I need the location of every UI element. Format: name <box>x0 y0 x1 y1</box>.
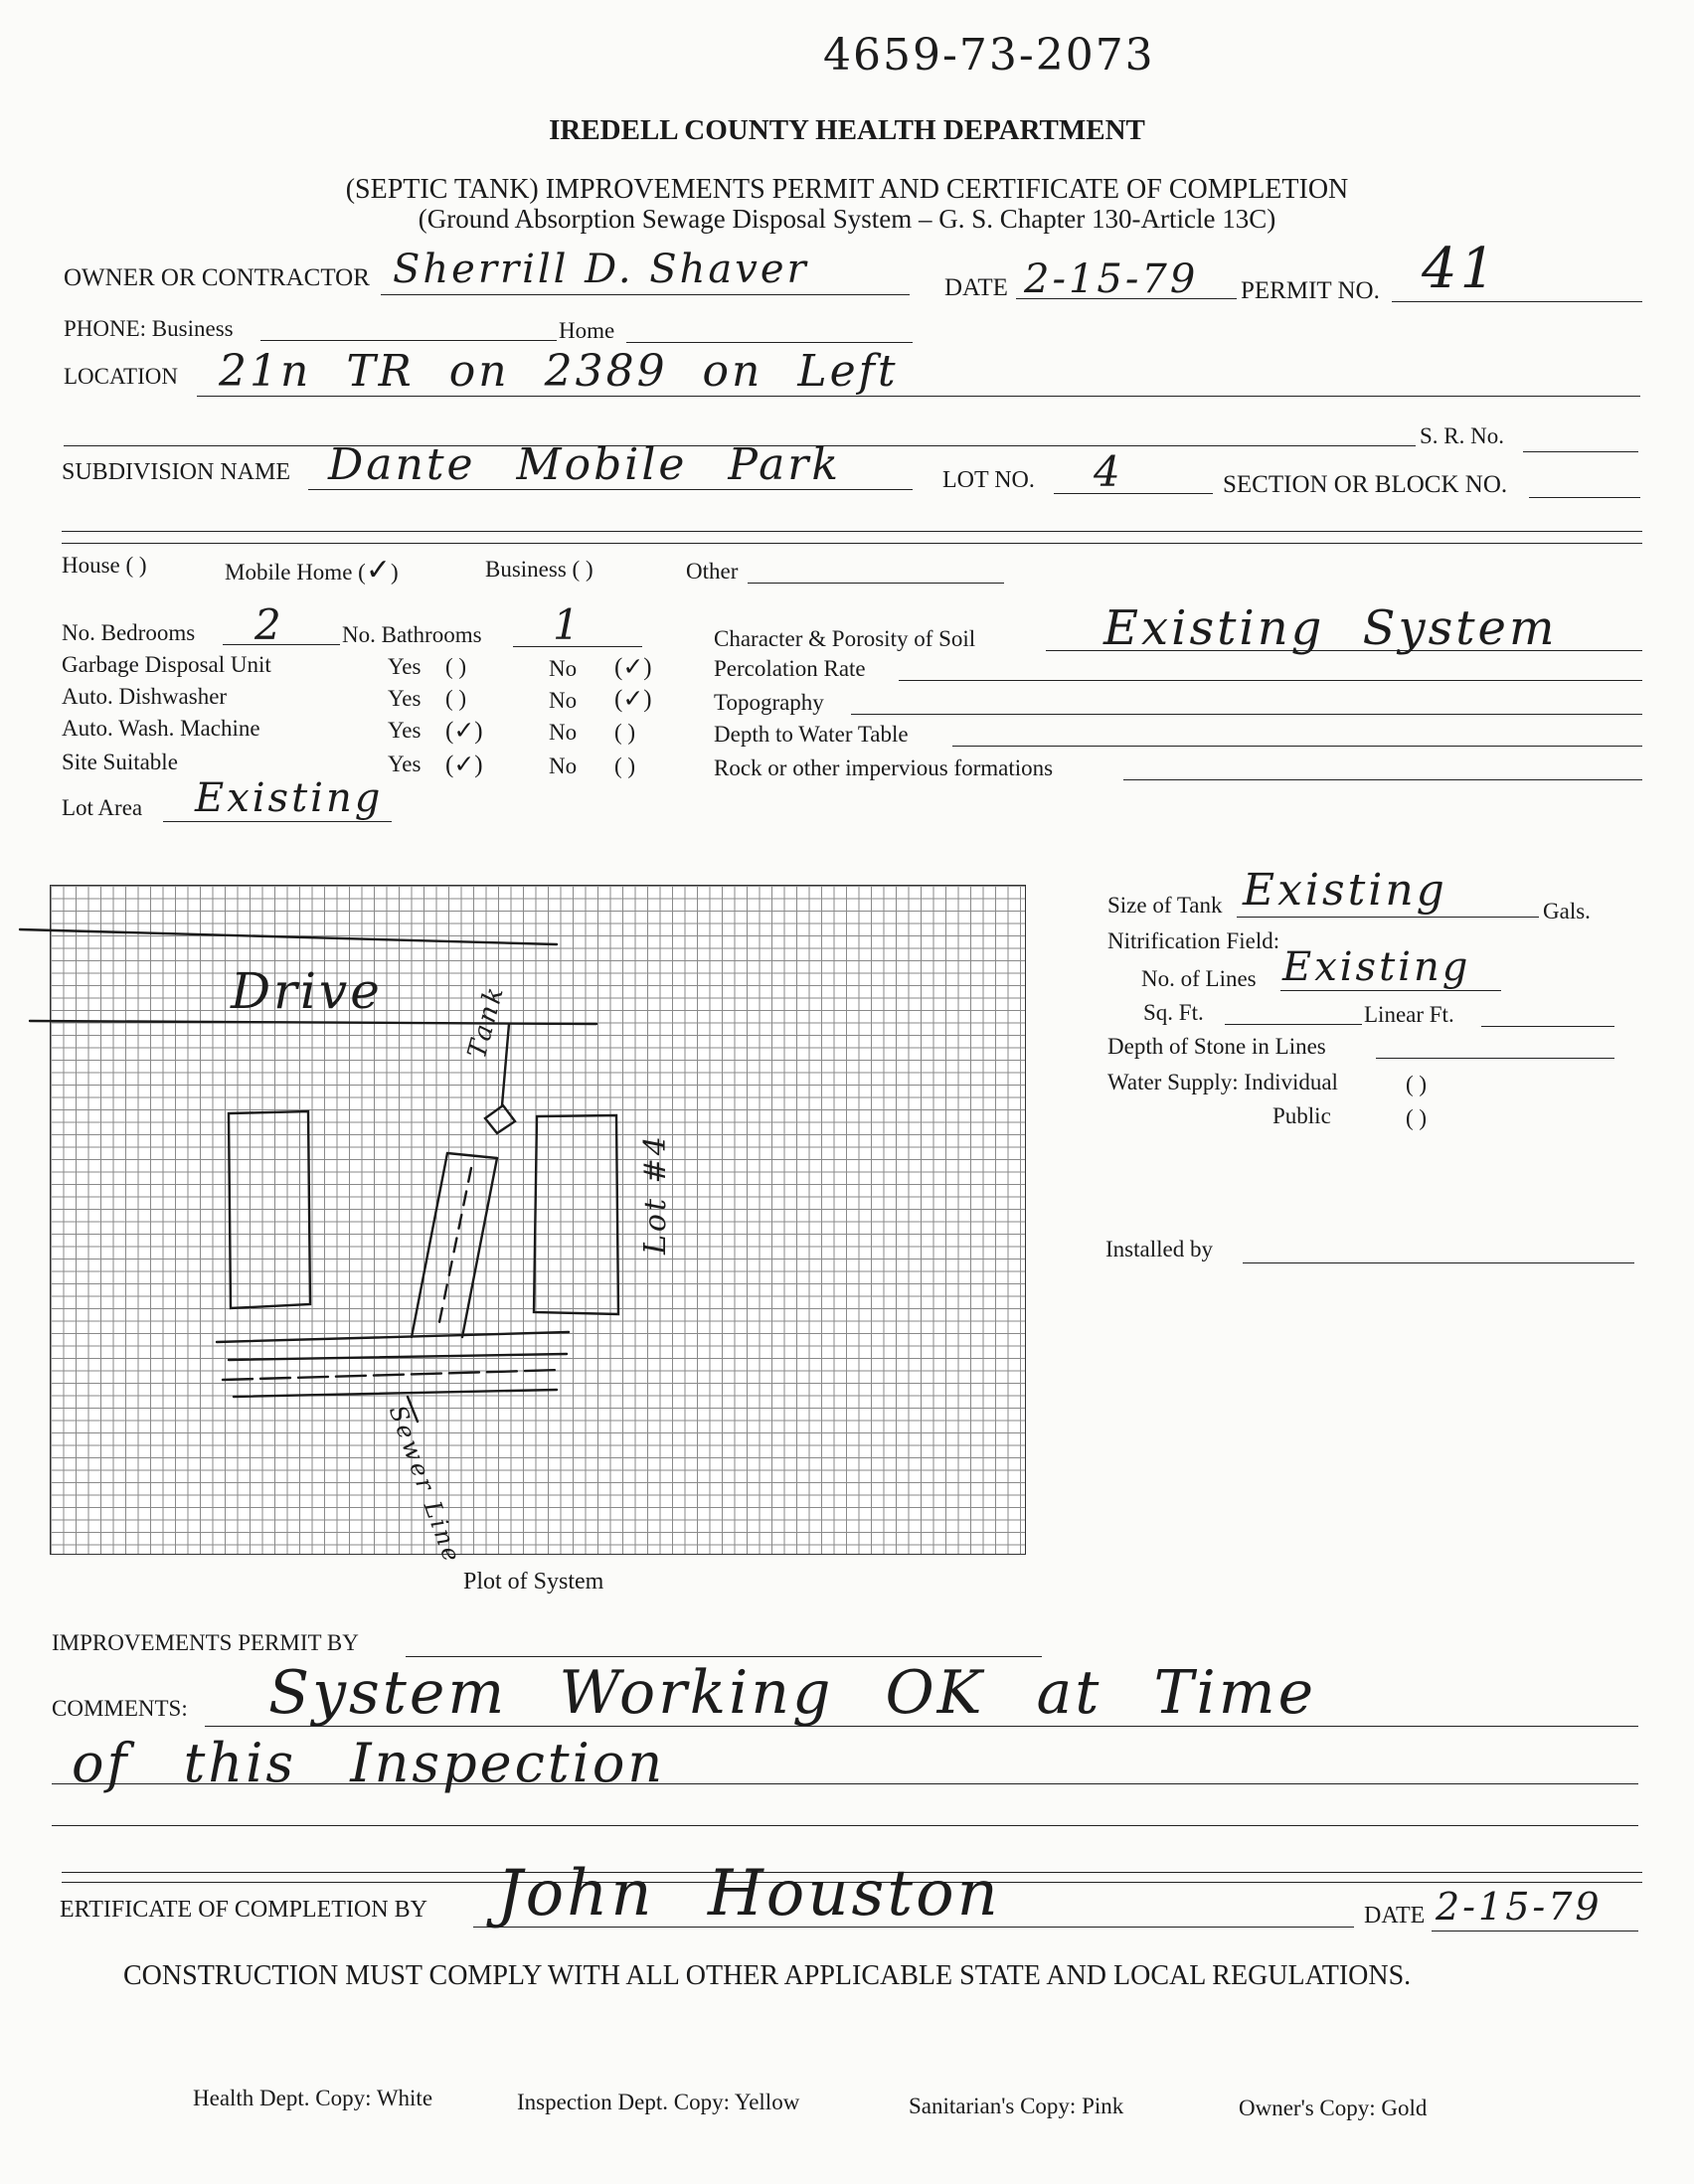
dishwasher-label: Auto. Dishwasher <box>62 684 228 709</box>
washer-yes-box[interactable]: (✓) <box>445 718 483 745</box>
certificate-label: ERTIFICATE OF COMPLETION BY <box>60 1897 427 1923</box>
subdivision-value: Dante Mobile Park <box>328 439 841 490</box>
no-of-lines-value: Existing <box>1282 944 1471 990</box>
washer-no-box[interactable]: ( ) <box>614 720 636 745</box>
copy-health-dept: Health Dept. Copy: White <box>193 2086 433 2110</box>
field-line-3 <box>223 1370 562 1380</box>
field-line-4 <box>234 1390 557 1397</box>
improvements-permit-by-label: IMPROVEMENTS PERMIT BY <box>52 1630 359 1655</box>
subdivision-label: SUBDIVISION NAME <box>62 459 291 485</box>
bedrooms-value: 2 <box>254 600 284 649</box>
soil-character-value: Existing System <box>1103 600 1558 656</box>
pipe-center <box>439 1168 471 1322</box>
house-option[interactable]: House ( ) <box>62 553 147 578</box>
regulations-notice: CONSTRUCTION MUST COMPLY WITH ALL OTHER APPLICABLE STATE AND LOCAL REGULATIONS. <box>123 1960 1412 1991</box>
lot-no-label: LOT NO. <box>942 467 1035 493</box>
dishwasher-yes-label: Yes <box>388 686 422 711</box>
parcel-number: 4659-73-2073 <box>823 30 1155 81</box>
soil-character-label: Character & Porosity of Soil <box>714 626 976 651</box>
tank-size-value: Existing <box>1243 865 1447 916</box>
other-option[interactable]: Other <box>686 559 739 584</box>
permit-label: PERMIT NO. <box>1241 277 1380 304</box>
washer-label: Auto. Wash. Machine <box>62 716 260 741</box>
water-supply-individual-box[interactable]: ( ) <box>1406 1072 1428 1096</box>
bathrooms-value: 1 <box>553 600 583 649</box>
stone-depth-label: Depth of Stone in Lines <box>1107 1034 1326 1059</box>
gals-label: Gals. <box>1543 899 1591 924</box>
sq-ft-label: Sq. Ft. <box>1143 1000 1204 1025</box>
tank-size-label: Size of Tank <box>1107 893 1223 918</box>
nitrification-label: Nitrification Field: <box>1107 928 1280 953</box>
copy-sanitarian: Sanitarian's Copy: Pink <box>909 2094 1124 2118</box>
dishwasher-no-box[interactable]: (✓) <box>614 686 652 713</box>
dishwasher-no-label: No <box>549 688 578 713</box>
rock-label: Rock or other impervious formations <box>714 756 1054 780</box>
certificate-date-label: DATE <box>1364 1903 1426 1929</box>
tank-pipe <box>502 1024 509 1105</box>
bedrooms-label: No. Bedrooms <box>62 620 196 645</box>
date-value: 2-15-79 <box>1024 256 1199 302</box>
owner-value: Sherrill D. Shaver <box>393 247 809 292</box>
washer-yes-label: Yes <box>388 718 422 743</box>
lot-area-label: Lot Area <box>62 795 143 820</box>
water-supply-individual-label: Water Supply: Individual <box>1107 1070 1338 1094</box>
water-supply-public-label: Public <box>1272 1103 1331 1128</box>
percolation-label: Percolation Rate <box>714 656 866 681</box>
site-no-box[interactable]: ( ) <box>614 754 636 778</box>
phone-business-label: PHONE: Business <box>64 316 234 341</box>
comments-label: COMMENTS: <box>52 1696 188 1721</box>
washer-no-label: No <box>549 720 578 745</box>
lot-area-value: Existing <box>195 775 384 821</box>
comments-line-2: of this Inspection <box>72 1732 666 1794</box>
site-yes-label: Yes <box>388 752 422 776</box>
mobile-home-label: Mobile Home ( <box>225 560 366 585</box>
date-label: DATE <box>944 274 1008 301</box>
section-block-label: SECTION OR BLOCK NO. <box>1223 471 1508 498</box>
bathrooms-label: No. Bathrooms <box>342 622 482 647</box>
sr-no-label: S. R. No. <box>1420 423 1504 448</box>
location-value: 21n TR on 2389 on Left <box>219 346 899 397</box>
garbage-no-box[interactable]: (✓) <box>614 654 652 681</box>
linear-ft-label: Linear Ft. <box>1364 1002 1454 1027</box>
form-subtitle: (Ground Absorption Sewage Disposal System – G. S. Chapter 130-Article 13C) <box>418 204 1276 234</box>
pipe-top <box>447 1153 497 1158</box>
plot-caption: Plot of System <box>463 1569 604 1595</box>
mobile-home-check: ✓ <box>365 554 391 587</box>
field-line-2 <box>229 1354 567 1360</box>
business-option[interactable]: Business ( ) <box>485 557 593 582</box>
plot-tank-label: Tank <box>462 981 511 1062</box>
garbage-disposal-label: Garbage Disposal Unit <box>62 652 271 677</box>
form-title: (SEPTIC TANK) IMPROVEMENTS PERMIT AND CERTIFICATE OF COMPLETION <box>345 174 1349 205</box>
drive-edge-top <box>20 929 557 944</box>
site-no-label: No <box>549 754 578 778</box>
site-suitable-label: Site Suitable <box>62 750 178 774</box>
drive-edge-bottom <box>30 1021 596 1024</box>
lot-rect-right <box>534 1115 618 1314</box>
pipe-right <box>462 1158 497 1337</box>
lot-no-value: 4 <box>1094 447 1123 496</box>
agency-title: IREDELL COUNTY HEALTH DEPARTMENT <box>549 114 1145 146</box>
owner-label: OWNER OR CONTRACTOR <box>64 264 370 291</box>
garbage-yes-label: Yes <box>388 654 422 679</box>
plot-drive-label: Drive <box>231 962 383 1020</box>
garbage-yes-box[interactable]: ( ) <box>445 654 467 679</box>
plot-sewer-label: Sewer Line <box>383 1402 467 1569</box>
topography-label: Topography <box>714 690 824 715</box>
water-supply-public-box[interactable]: ( ) <box>1406 1105 1428 1130</box>
mobile-home-close: ) <box>390 560 399 585</box>
tank-box <box>485 1105 515 1133</box>
installed-by-label: Installed by <box>1105 1237 1213 1261</box>
garbage-no-label: No <box>549 656 578 681</box>
certificate-signature: John Houston <box>497 1857 1001 1931</box>
phone-home-label: Home <box>559 318 615 343</box>
copy-inspection-dept: Inspection Dept. Copy: Yellow <box>517 2090 800 2114</box>
water-table-label: Depth to Water Table <box>714 722 909 747</box>
copy-owner: Owner's Copy: Gold <box>1239 2096 1428 2120</box>
lot-rect-left <box>229 1111 310 1308</box>
location-label: LOCATION <box>64 364 178 389</box>
comments-line-1: System Working OK at Time <box>268 1658 1317 1728</box>
permit-value: 41 <box>1422 237 1499 301</box>
certificate-date-value: 2-15-79 <box>1436 1885 1603 1929</box>
dishwasher-yes-box[interactable]: ( ) <box>445 686 467 711</box>
plot-lot-label: Lot #4 <box>638 1133 673 1255</box>
field-line-1 <box>217 1332 569 1342</box>
site-yes-box[interactable]: (✓) <box>445 752 483 778</box>
no-of-lines-label: No. of Lines <box>1141 966 1257 991</box>
